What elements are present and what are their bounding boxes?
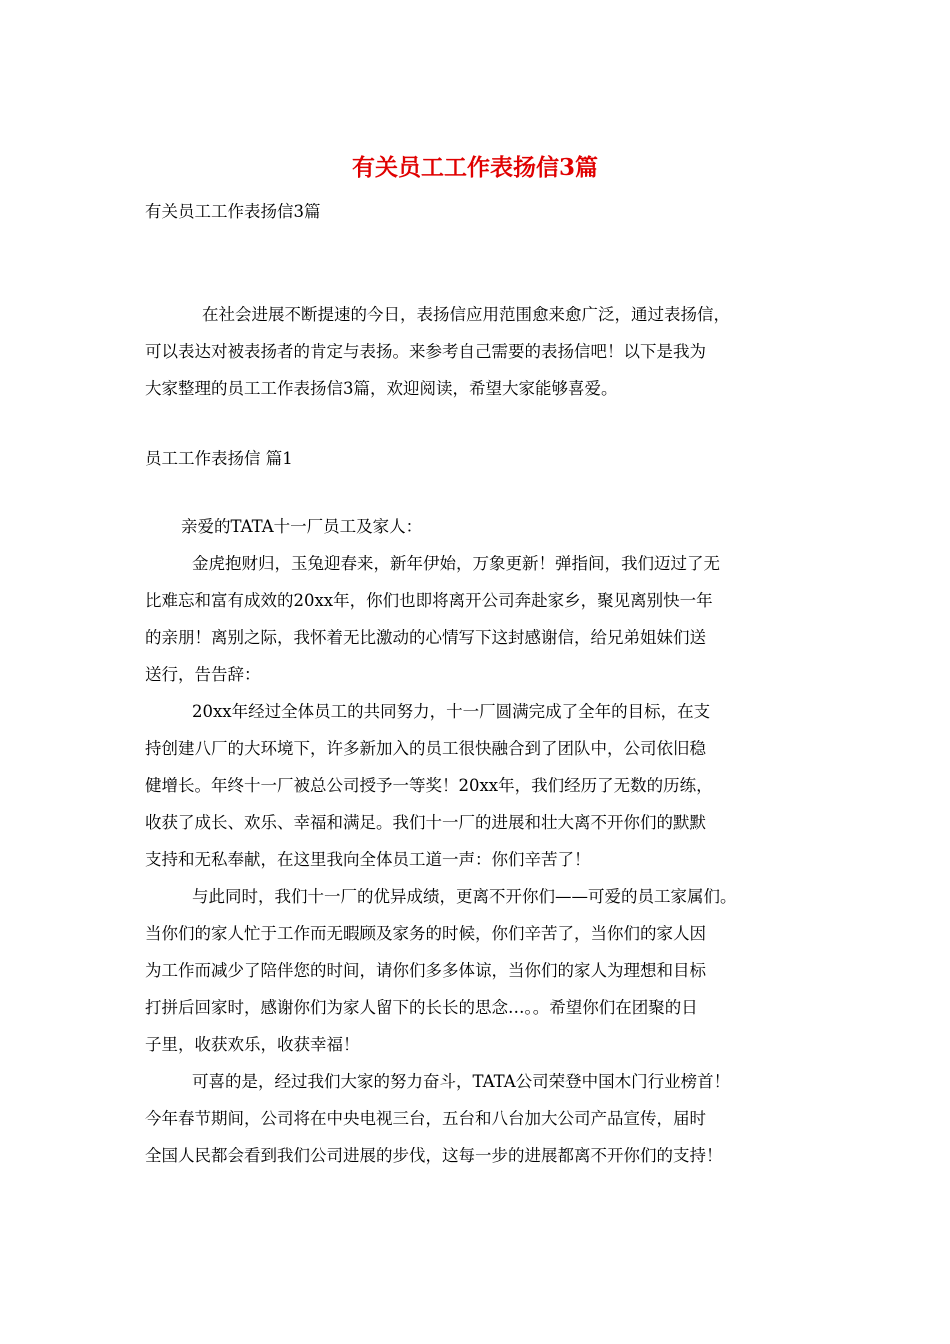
- intro-line: 在社会进展不断提速的今日，表扬信应用范围愈来愈广泛，通过表扬信，: [202, 305, 730, 324]
- paragraph-line: 持创建八厂的大环境下，许多新加入的员工很快融合到了团队中，公司依旧稳: [145, 739, 706, 758]
- section-heading: [145, 440, 825, 477]
- paragraph-line: 金虎抱财归，玉兔迎春来，新年伊始，万象更新！弹指间，我们迈过了无: [192, 554, 720, 573]
- paragraph-line: 送行，告告辞：: [145, 665, 261, 684]
- paragraph-line: 全国人民都会看到我们公司进展的步伐，这每一步的进展都离不开你们的支持！: [145, 1146, 723, 1165]
- paragraph-line: 健增长。年终十一厂被总公司授予一等奖！20xx年，我们经历了无数的历练，: [145, 776, 713, 795]
- salutation: 亲爱的TATA十一厂员工及家人：: [181, 517, 423, 536]
- paragraph-line: 比难忘和富有成效的20xx年，你们也即将离开公司奔赴家乡，聚见离别快一年: [145, 591, 713, 610]
- paragraph-line: 为工作而减少了陪伴您的时间，请你们多多体谅，当你们的家人为理想和目标: [145, 961, 706, 980]
- paragraph-line: 今年春节期间，公司将在中央电视三台，五台和八台加大公司产品宣传，届时: [145, 1109, 706, 1128]
- paragraph-line: 支持和无私奉献，在这里我向全体员工道一声：你们辛苦了！: [145, 850, 591, 869]
- letter-body: [145, 508, 825, 1174]
- intro-line: 可以表达对被表扬者的肯定与表扬。来参考自己需要的表扬信吧！以下是我为: [145, 342, 706, 361]
- paragraph-line: 可喜的是，经过我们大家的努力奋斗，TATA公司荣登中国木门行业榜首！: [192, 1072, 731, 1091]
- intro-line: 大家整理的员工工作表扬信3篇，欢迎阅读，希望大家能够喜爱。: [145, 379, 618, 398]
- document-title: 有关员工工作表扬信3篇: [351, 154, 598, 181]
- section-heading-text: 员工工作表扬信 篇1: [145, 449, 293, 468]
- paragraph-line: 当你们的家人忙于工作而无暇顾及家务的时候，你们辛苦了，当你们的家人因: [145, 924, 706, 943]
- intro-paragraph: [145, 296, 825, 407]
- paragraph-line: 打拼后回家时，感谢你们为家人留下的长长的思念…。。希望你们在团聚的日: [145, 998, 698, 1017]
- paragraph-line: 的亲朋！离别之际，我怀着无比激动的心情写下这封感谢信，给兄弟姐妹们送: [145, 628, 706, 647]
- paragraph-line: 子里，收获欢乐，收获幸福！: [145, 1035, 360, 1054]
- paragraph-line: 收获了成长、欢乐、幸福和满足。我们十一厂的进展和壮大离不开你们的默默: [145, 813, 706, 832]
- paragraph-line: 与此同时，我们十一厂的优异成绩，更离不开你们——可爱的员工家属们。: [192, 887, 737, 906]
- document-subtitle: 有关员工工作表扬信3篇: [145, 202, 321, 221]
- paragraph-line: 20xx年经过全体员工的共同努力，十一厂圆满完成了全年的目标，在支: [192, 702, 711, 721]
